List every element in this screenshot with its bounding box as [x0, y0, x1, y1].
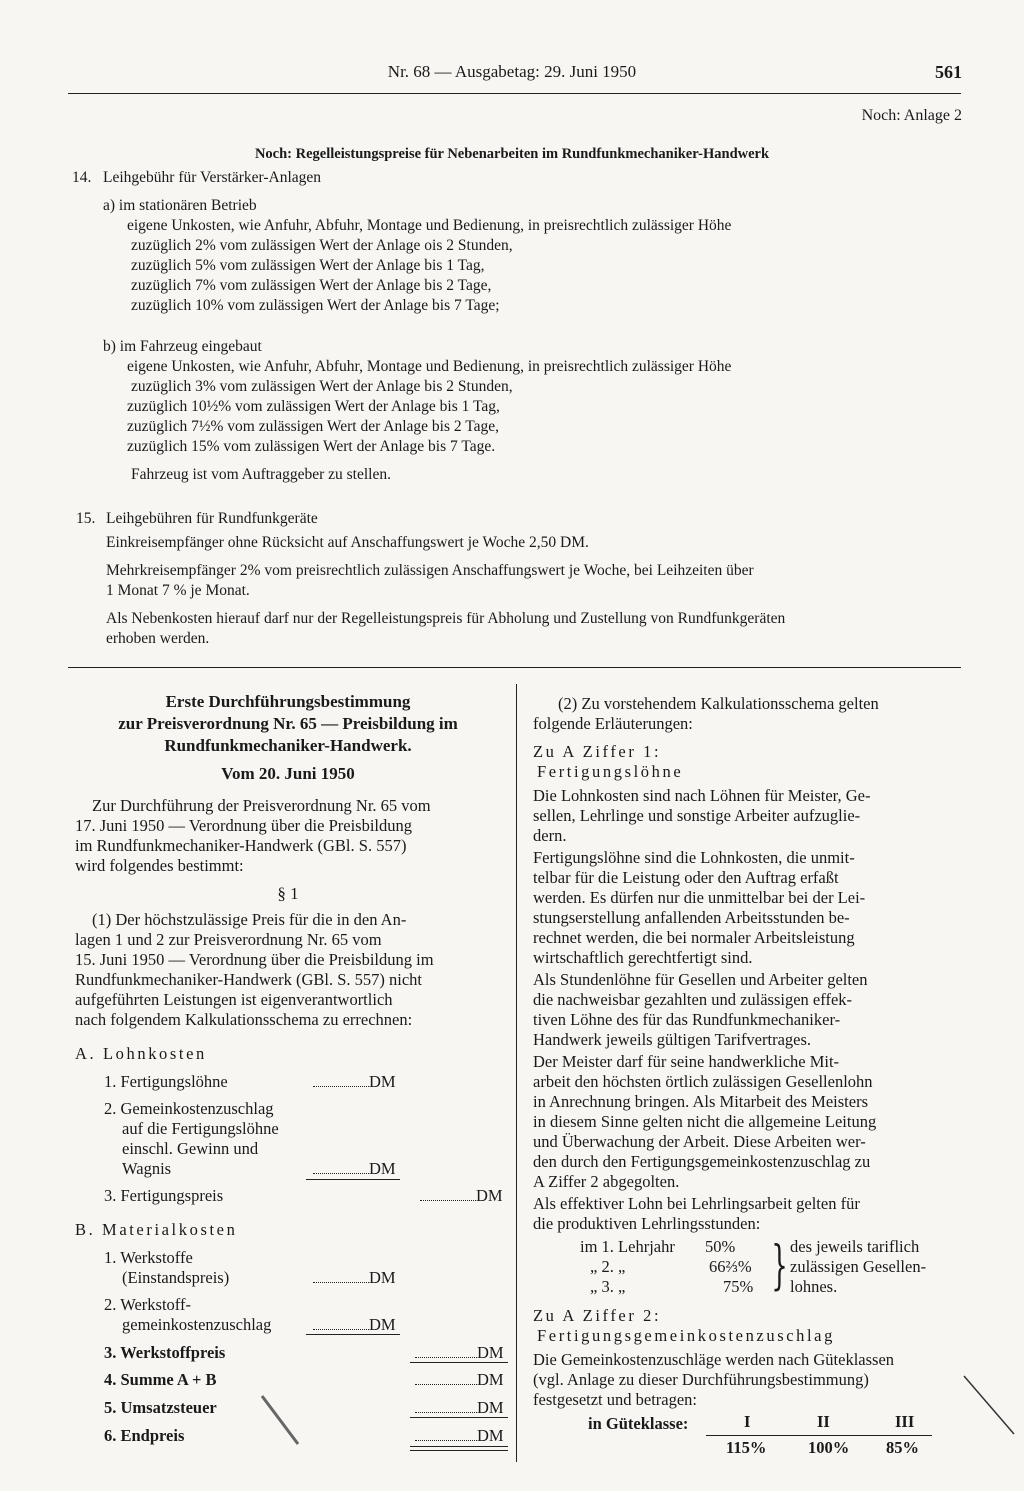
p1-line: nach folgendem Kalkulationsschema zu errechnen: [75, 1010, 413, 1029]
dm-field: DM [415, 1370, 504, 1390]
z1-line: telbar für die Leistung oder den Auftrag erfaßt [533, 868, 839, 887]
page-number: 561 [935, 62, 962, 82]
item-15-line: Einkreisempfänger ohne Rücksicht auf Anschaffungswert je Woche 2,50 DM. [106, 534, 589, 551]
schema-b3: 3. Werkstoffpreis [104, 1343, 226, 1362]
gk-class: I [744, 1412, 751, 1431]
p2-line: folgende Erläuterungen: [533, 714, 693, 733]
item-14a-line: zuzüglich 10% vom zulässigen Wert der Anlage bis 7 Tage; [131, 297, 500, 314]
schema-a1: 1. Fertigungslöhne [104, 1072, 228, 1091]
z1-line: werden. Es dürfen nur die unmittelbar bei der Lei- [533, 888, 866, 907]
p1-line: aufgeführten Leistungen ist eigenverantwortlich [75, 990, 393, 1009]
dm-field: DM [313, 1315, 396, 1335]
z1-line: Der Meister darf für seine handwerkliche Mit- [533, 1052, 840, 1071]
lehr-label: „ 3. „ [590, 1277, 626, 1296]
z1-line: rechnet werden, die bei normaler Arbeitsleistung [533, 928, 855, 947]
sum-underline [410, 1450, 508, 1451]
z1-line: arbeit den höchsten örtlich zulässigen Gesellenlohn [533, 1072, 873, 1091]
z2-line: Die Gemeinkostenzuschläge werden nach Güteklassen [533, 1350, 895, 1369]
z1-line: Als effektiver Lohn bei Lehrlingsarbeit gelten für [533, 1194, 860, 1213]
gk-value: 115% [726, 1438, 767, 1457]
z1-line: tiven Löhne des für das Rundfunkmechaniker- [533, 1010, 841, 1029]
lehr-value: 66⅔% [709, 1257, 752, 1276]
intro-line: Zur Durchführung der Preisverordnung Nr. 65 vom [92, 796, 431, 815]
p1-line: 15. Juni 1950 — Verordnung über die Preisbildung im [75, 950, 434, 969]
decree-title: zur Preisverordnung Nr. 65 — Preisbildung im [118, 714, 458, 733]
item-14b-line: zuzüglich 7½% vom zulässigen Wert der Anlage bis 2 Tage, [127, 418, 500, 435]
lehr-value: 50% [705, 1237, 736, 1256]
item-15-number: 15. [76, 510, 96, 527]
item-14a-title: a) im stationären Betrieb [103, 197, 257, 214]
item-15-line: 1 Monat 7 % je Monat. [106, 582, 250, 599]
p1-line: (1) Der höchstzulässige Preis für die in den An- [92, 910, 407, 929]
item-15-line: Als Nebenkosten hierauf darf nur der Regelleistungspreis für Abholung und Zustellung von Rundfunkgeräten [106, 610, 786, 627]
sum-underline [306, 1179, 400, 1180]
intro-line: im Rundfunkmechaniker-Handwerk (GBl. S. 557) [75, 836, 407, 855]
lehr-note: lohnes. [790, 1277, 838, 1296]
z1-line: in diesem Sinne gelten nicht die allgemeine Leitung [533, 1112, 877, 1131]
z1-line: den durch den Fertigungsgemeinkostenzuschlag zu [533, 1152, 871, 1171]
section-heading: Noch: Regelleistungspreise für Nebenarbeiten im Rundfunkmechaniker-Handwerk [254, 146, 770, 162]
z1-line: Fertigungslöhne sind die Lohnkosten, die unmit- [533, 848, 855, 867]
gk-label: in Güteklasse: [588, 1414, 689, 1433]
item-14-number: 14. [72, 169, 92, 186]
z1-subheading: Fertigungslöhne [537, 762, 684, 781]
margin-stroke [960, 1372, 1020, 1442]
noch-anlage-label: Noch: Anlage 2 [861, 107, 962, 124]
sum-underline [410, 1446, 508, 1447]
item-14b-line: zuzüglich 15% vom zulässigen Wert der Anlage bis 7 Tage. [127, 438, 496, 455]
dm-field: DM [313, 1268, 396, 1288]
p1-line: lagen 1 und 2 zur Preisverordnung Nr. 65 vom [75, 930, 382, 949]
lehr-value: 75% [723, 1277, 754, 1296]
item-14a-line: eigene Unkosten, wie Anfuhr, Abfuhr, Montage und Bedienung, in preisrechtlich zulässiger Höhe [127, 217, 732, 234]
z2-line: festgesetzt und betragen: [533, 1390, 698, 1409]
schema-a2: Wagnis [122, 1159, 172, 1178]
gk-class: II [817, 1412, 830, 1431]
item-14b-line: zuzüglich 10½% vom zulässigen Wert der Anlage bis 1 Tag, [127, 398, 500, 415]
dm-field: DM [313, 1159, 396, 1179]
lehr-note: zulässigen Gesellen- [790, 1257, 927, 1276]
decree-date: Vom 20. Juni 1950 [221, 764, 355, 783]
dm-field: DM [415, 1426, 504, 1446]
schema-b2: 2. Werkstoff- [104, 1295, 191, 1314]
z1-line: und Überwachung der Arbeit. Diese Arbeiten wer- [533, 1132, 866, 1151]
gk-class: III [895, 1412, 915, 1431]
lehr-note: des jeweils tariflich [790, 1237, 920, 1256]
issue-title: Nr. 68 — Ausgabetag: 29. Juni 1950 [387, 62, 637, 81]
z1-line: die nachweisbar gezahlten und zulässigen effek- [533, 990, 853, 1009]
p2-line: (2) Zu vorstehendem Kalkulationsschema gelten [558, 694, 879, 713]
sum-underline [306, 1334, 400, 1335]
p1-line: Rundfunkmechaniker-Handwerk (GBl. S. 557) nicht [75, 970, 423, 989]
z1-line: sellen, Lehrlinge und sonstige Arbeiter aufzuglie- [533, 806, 861, 825]
schema-b1: (Einstandspreis) [122, 1268, 230, 1287]
item-14b-note: Fahrzeug ist vom Auftraggeber zu stellen. [131, 466, 391, 483]
z1-line: die produktiven Lehrlingsstunden: [533, 1214, 761, 1233]
item-15-line: erhoben werden. [106, 630, 210, 647]
gk-rule [706, 1435, 932, 1436]
item-14a-line: zuzüglich 2% vom zulässigen Wert der Anlage ois 2 Stunden, [131, 237, 513, 254]
schema-b6: 6. Endpreis [104, 1426, 185, 1445]
intro-line: wird folgendes bestimmt: [75, 856, 244, 875]
item-14a-line: zuzüglich 5% vom zulässigen Wert der Anlage bis 1 Tag, [131, 257, 485, 274]
dm-field: DM [420, 1186, 503, 1206]
gk-value: 100% [808, 1438, 850, 1457]
item-14b-line: zuzüglich 3% vom zulässigen Wert der Anlage bis 2 Stunden, [131, 378, 513, 395]
dm-field: DM [415, 1343, 504, 1363]
z2-line: (vgl. Anlage zu dieser Durchführungsbestimmung) [533, 1370, 869, 1389]
schema-a2: einschl. Gewinn und [122, 1139, 259, 1158]
item-14b-title: b) im Fahrzeug eingebaut [103, 338, 262, 355]
schema-a2: auf die Fertigungslöhne [122, 1119, 279, 1138]
schema-b1: 1. Werkstoffe [104, 1248, 193, 1267]
header-rule [68, 93, 961, 94]
z1-line: Die Lohnkosten sind nach Löhnen für Meister, Ge- [533, 786, 871, 805]
z1-line: in Anrechnung bringen. Als Mitarbeit des Meisters [533, 1092, 868, 1111]
dm-field: DM [313, 1072, 396, 1092]
section-rule [68, 667, 961, 668]
brace-mark: } [771, 1236, 788, 1296]
z1-line: Handwerk jeweils gültigen Tarifvertrages. [533, 1030, 812, 1049]
z1-line: dern. [533, 826, 567, 845]
sum-underline [410, 1362, 508, 1363]
schema-a3: 3. Fertigungspreis [104, 1186, 224, 1205]
z1-line: stungserstellung anfallenden Arbeitsstunden be- [533, 908, 850, 927]
item-15-title: Leihgebühren für Rundfunkgeräte [106, 510, 318, 527]
gk-value: 85% [886, 1438, 919, 1457]
z1-line: A Ziffer 2 abgegolten. [533, 1172, 680, 1191]
page-header [0, 62, 1024, 92]
lehr-label: „ 2. „ [590, 1257, 626, 1276]
decree-title: Erste Durchführungsbestimmung [165, 692, 411, 711]
lehr-label: im 1. Lehrjahr [580, 1237, 675, 1256]
item-14a-line: zuzüglich 7% vom zulässigen Wert der Anlage bis 2 Tage, [131, 277, 492, 294]
column-divider [516, 684, 517, 1462]
schema-a-heading: A. Lohnkosten [75, 1044, 207, 1063]
sum-underline [410, 1417, 508, 1418]
item-15-line: Mehrkreisempfänger 2% vom preisrechtlich zulässigen Anschaffungswert je Woche, bei Leihzeiten über [106, 562, 754, 579]
intro-line: 17. Juni 1950 — Verordnung über die Preisbildung [75, 816, 413, 835]
dm-field: DM [415, 1398, 504, 1418]
paragraph-sign: § 1 [277, 884, 299, 903]
z1-line: wirtschaftlich gerechtfertigt sind. [533, 948, 753, 967]
decree-title: Rundfunkmechaniker-Handwerk. [164, 736, 412, 755]
item-14-title: Leihgebühr für Verstärker-Anlagen [103, 169, 322, 186]
item-14b-line: eigene Unkosten, wie Anfuhr, Abfuhr, Montage und Bedienung, in preisrechtlich zulässiger Höhe [127, 358, 732, 375]
z1-heading: Zu A Ziffer 1: [533, 742, 662, 761]
schema-b2: gemeinkostenzuschlag [122, 1315, 272, 1334]
pencil-mark [258, 1392, 308, 1452]
schema-b5: 5. Umsatzsteuer [104, 1398, 217, 1417]
z2-heading: Zu A Ziffer 2: [533, 1306, 662, 1325]
schema-a2: 2. Gemeinkostenzuschlag [104, 1099, 274, 1118]
schema-b4: 4. Summe A + B [104, 1370, 217, 1389]
z1-line: Als Stundenlöhne für Gesellen und Arbeiter gelten [533, 970, 868, 989]
z2-subheading: Fertigungsgemeinkostenzuschlag [537, 1326, 835, 1345]
schema-b-heading: B. Materialkosten [75, 1220, 238, 1239]
